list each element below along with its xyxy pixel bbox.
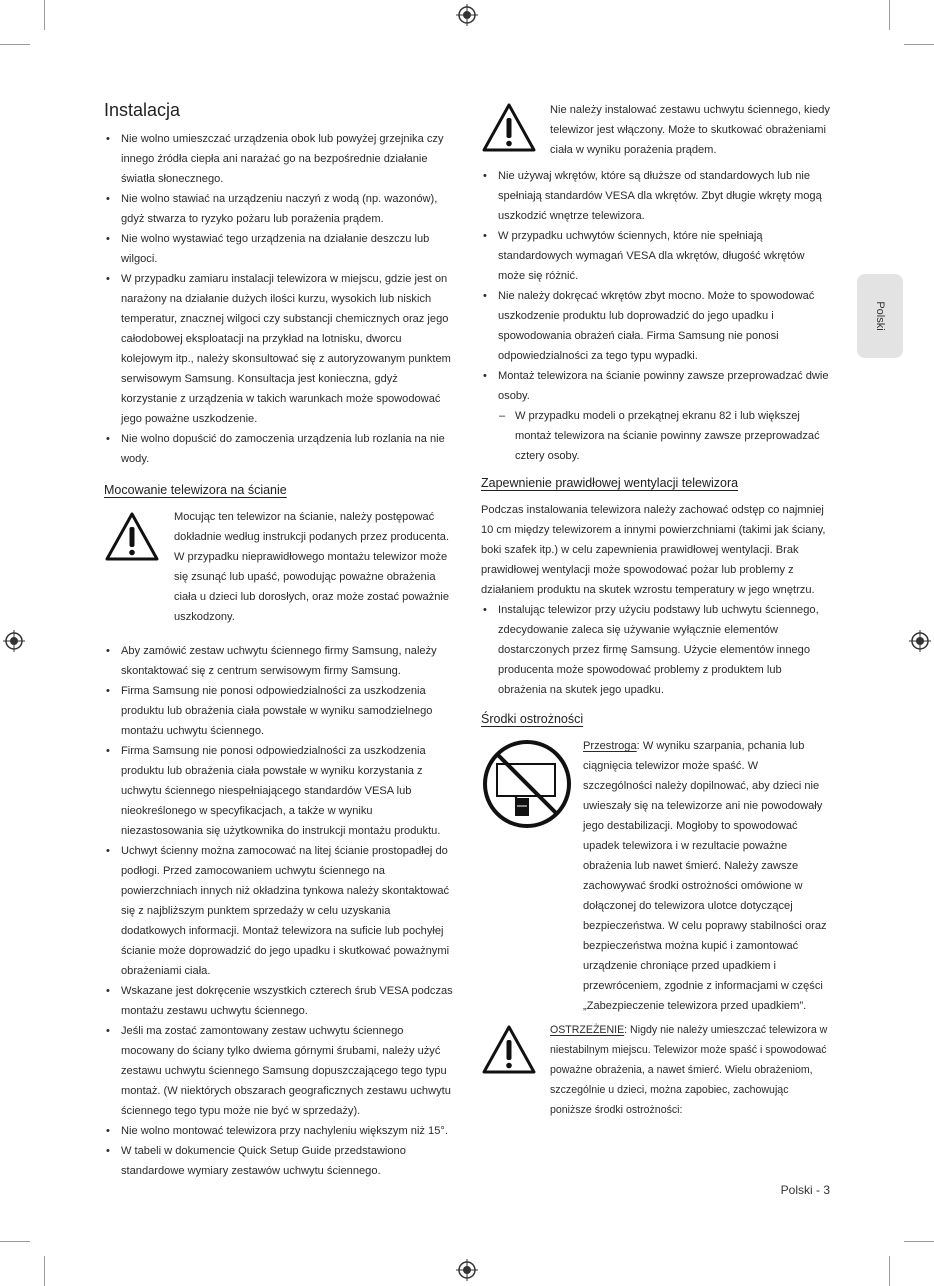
list-item: • Uchwyt ścienny można zamocować na litej ścianie prostopadłej do podłogi. Przed zamocowaniem uchwytu ściennego na powierzchniach innych niż okładzina tynkowa należy skontaktować się z najbliższym punktem sprzedaży w celu uzyskania dodatkowych informacji. Montaż telewizora na suficie lub pochyłej ścianie może doprowadzić do jego upadku i skutkować poważnymi obrażeniami ciała. — [104, 841, 454, 981]
warning-text: Mocując ten telewizor na ścianie, należy postępować dokładnie według instrukcji podanych przez producenta. W przypadku nieprawidłowego montażu telewizor może się zsunąć lub upaść, powodując poważne obrażenia ciała u dzieci lub dorosłych, oraz może zostać poważnie uszkodzony. — [174, 511, 450, 623]
page-number: Polski - 3 — [780, 1183, 830, 1197]
section-heading-safety: Środki ostrożności — [481, 712, 584, 726]
section-heading-ventilation: Zapewnienie prawidłowej wentylacji telewizora — [481, 476, 739, 490]
list-item: • W przypadku uchwytów ściennych, które nie spełniają standardowych wymagań VESA dla wkrętów, długość wkrętów może się różnić. — [481, 226, 831, 286]
list-item: • Firma Samsung nie ponosi odpowiedzialności za uszkodzenia produktu lub obrażenia ciała powstałe w wyniku korzystania z uchwytu ściennego niespełniającego standardów VESA lub nieokreślonego w specyfikacjach, a także w wyniku niezastosowania się użytkownika do instrukcji montażu produktu. — [104, 741, 454, 841]
warning-triangle-icon — [481, 1024, 537, 1076]
crop-mark — [44, 1256, 45, 1286]
registration-mark-icon — [456, 1259, 478, 1281]
caution-label: Przestroga — [583, 740, 637, 752]
crop-mark — [0, 1241, 30, 1242]
crop-mark — [0, 44, 30, 45]
crop-mark — [44, 0, 45, 30]
caution-block — [481, 736, 831, 1016]
wall-mount-bullets — [104, 641, 454, 1181]
list-item: • Firma Samsung nie ponosi odpowiedzialności za uszkodzenia produktu lub obrażenia ciała powstałe w wyniku samodzielnego montażu uchwytu ściennego. — [104, 681, 454, 741]
list-item: – W przypadku modeli o przekątnej ekranu 82 i lub większej montaż telewizora na ścianie powinny zawsze przeprowadzać cztery osoby. — [481, 406, 831, 466]
wall-mount-power-warning — [481, 100, 831, 160]
section-title-installation: Instalacja — [104, 100, 181, 120]
list-item: • Nie wolno dopuścić do zamoczenia urządzenia lub rozlania na nie wody. — [104, 429, 454, 469]
list-item: • Wskazane jest dokręcenie wszystkich czterech śrub VESA podczas montażu zestawu uchwytu ściennego. — [104, 981, 454, 1021]
list-item: • Nie używaj wkrętów, które są dłuższe od standardowych lub nie spełniają standardów VESA dla wkrętów. Zbyt długie wkręty mogą uszkodzić wnętrze telewizora. — [481, 166, 831, 226]
warning-triangle-icon — [481, 102, 537, 154]
list-item: • Nie wolno wystawiać tego urządzenia na działanie deszczu lub wilgoci. — [104, 229, 454, 269]
crop-mark — [889, 0, 890, 30]
right-column — [481, 100, 831, 1120]
list-item: • W tabeli w dokumencie Quick Setup Guide przedstawiono standardowe wymiary zestawów uchwytu ściennego. — [104, 1141, 454, 1181]
registration-mark-icon — [3, 630, 25, 652]
warning-block — [481, 1020, 831, 1120]
section-heading-wall-mount: Mocowanie telewizora na ścianie — [104, 483, 287, 497]
list-item: • W przypadku zamiaru instalacji telewizora w miejscu, gdzie jest on narażony na działanie dużych ilości kurzu, wysokich lub niskich temperatur, znacznej wilgoci czy substancji chemicznych oraz jego całodobowej eksploatacji na przykład na lotnisku, dworcu kolejowym itp., należy skonsultować się z autoryzowanym punktem serwisowym Samsung. Konsultacja jest konieczna, gdyż korzystanie z urządzenia w takich warunkach może spowodować jego poważne uszkodzenie. — [104, 269, 454, 429]
list-item: • Montaż telewizora na ścianie powinny zawsze przeprowadzać dwie osoby. — [481, 366, 831, 406]
caution-body: : W wyniku szarpania, pchania lub ciągnięcia telewizor może spaść. W szczególności należy dopilnować, aby dzieci nie uwieszały się na telewizorze ani nie powodowały jego destabilizacji. Mogłoby to spowodować upadek telewizora i w rezultacie poważne obrażenia lub nawet śmierć. Należy zawsze zachowywać środki ostrożności omówione w dołączonej do telewizora ulotce dotyczącej bezpieczeństwa. W celu poprawy stabilności oraz bezpieczeństwa można kupić i zamontować urządzenie chroniące przed upadkiem i przewróceniem, zgodnie z informacjami w części „Zabezpieczenie telewizora przed upadkiem”. — [583, 740, 827, 1012]
registration-mark-icon — [909, 630, 931, 652]
list-item: • Nie wolno montować telewizora przy nachyleniu większym niż 15°. — [104, 1121, 454, 1141]
list-item: • Jeśli ma zostać zamontowany zestaw uchwytu ściennego mocowany do ściany tylko dwiema górnymi śrubami, należy użyć zestawu uchwytu ściennego Samsung dopuszczającego tego typu montaż. (W niektórych obszarach geograficznych zestawu uchwytu ściennego tego typu może nie być w sprzedaży). — [104, 1021, 454, 1121]
sub-bullets — [481, 406, 831, 466]
list-item: • Nie wolno umieszczać urządzenia obok lub powyżej grzejnika czy innego źródła ciepła ani narażać go na bezpośrednie działanie światła słonecznego. — [104, 129, 454, 189]
warning-body: : Nigdy nie należy umieszczać telewizora w niestabilnym miejscu. Telewizor może spaść i spowodować poważne obrażenia, a nawet śmierć. Wielu obrażeniom, szczególnie u dzieci, można zapobiec, zachowując poniższe środki ostrożności: — [550, 1024, 828, 1116]
warning-label: OSTRZEŻENIE — [550, 1024, 625, 1036]
crop-mark — [889, 1256, 890, 1286]
caution-text — [583, 736, 829, 1016]
installation-bullets — [104, 129, 454, 469]
ventilation-text: Podczas instalowania telewizora należy zachować odstęp co najmniej 10 cm między telewizorem a innymi powierzchniami (takimi jak ściany, boki szafek itp.) w celu zapewnienia prawidłowej wentylacji. Brak prawidłowej wentylacji może spowodować pożar lub problemy z działaniem produktu na skutek wzrostu temperatury w jego wnętrzu. — [481, 504, 826, 596]
warning-text: Nie należy instalować zestawu uchwytu ściennego, kiedy telewizor jest włączony. Może to skutkować obrażeniami ciała w wyniku porażenia prądem. — [550, 104, 830, 156]
list-item: • Instalując telewizor przy użyciu podstawy lub uchwytu ściennego, zdecydowanie zaleca się używanie wyłącznie elementów dostarczonych przez firmę Samsung. Użycie elementów innego producenta może spowodować problemy z produktem lub obrażenia na skutek jego upadku. — [481, 600, 831, 700]
ventilation-bullets — [481, 600, 831, 700]
left-column — [104, 100, 454, 1181]
crop-mark — [904, 44, 934, 45]
list-item: • Aby zamówić zestaw uchwytu ściennego firmy Samsung, należy skontaktować się z centrum serwisowym firmy Samsung. — [104, 641, 454, 681]
language-tab — [857, 274, 903, 358]
list-item: • Nie należy dokręcać wkrętów zbyt mocno. Może to spowodować uszkodzenie produktu lub doprowadzić do jego upadku i spowodowania obrażeń ciała. Firma Samsung nie ponosi odpowiedzialności za tego typu wypadki. — [481, 286, 831, 366]
screw-bullets — [481, 166, 831, 406]
registration-mark-icon — [456, 4, 478, 26]
warning-text — [550, 1020, 831, 1120]
no-tv-tipping-icon — [481, 738, 573, 830]
crop-mark — [904, 1241, 934, 1242]
language-tab-label: Polski — [874, 301, 886, 331]
warning-triangle-icon — [104, 511, 160, 563]
list-item: • Nie wolno stawiać na urządzeniu naczyń z wodą (np. wazonów), gdyż stwarza to ryzyko pożaru lub porażenia prądem. — [104, 189, 454, 229]
wall-mount-warning — [104, 507, 454, 627]
